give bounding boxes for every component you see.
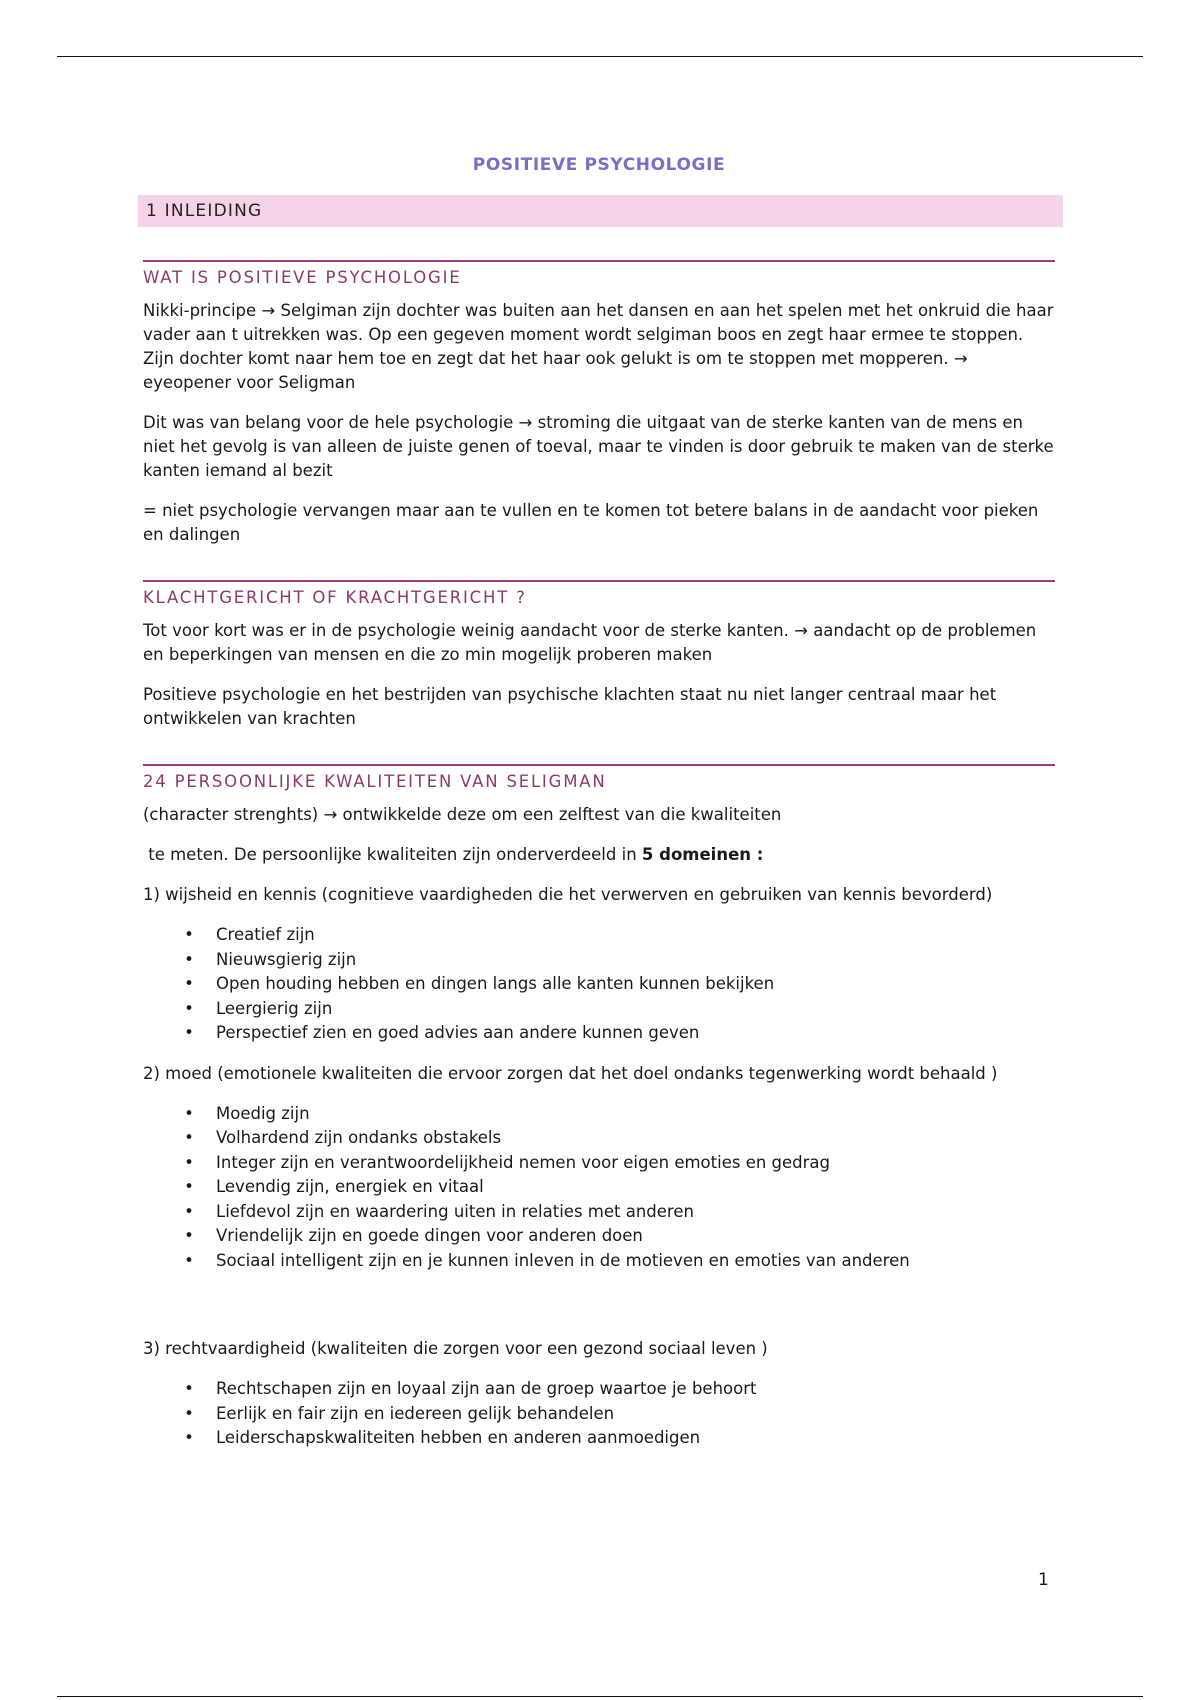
list-item: • Perspectief zien en goed advies aan andere kunnen geven <box>143 1021 1055 1046</box>
domain-label: 2) moed (emotionele kwaliteiten die ervoor zorgen dat het doel ondanks tegenwerking wordt behaald ) <box>143 1063 998 1083</box>
intro-bold-text: 5 domeinen : <box>641 845 764 864</box>
bullet-icon: • <box>184 1250 194 1270</box>
page-footer-rule <box>57 1696 1143 1697</box>
section-klachtgericht-of-krachtgericht <box>143 580 1055 731</box>
intro-text: te meten. De persoonlijke kwaliteiten zijn onderverdeeld in <box>143 845 642 864</box>
list-item: • Open houding hebben en dingen langs alle kanten kunnen bekijken <box>143 972 1055 997</box>
list-item: • Moedig zijn <box>143 1102 1055 1127</box>
bullet-icon: • <box>184 1152 194 1172</box>
list-item: • Liefdevol zijn en waardering uiten in relaties met anderen <box>143 1200 1055 1225</box>
bullet-list <box>143 923 1055 1046</box>
domain-label: 1) wijsheid en kennis (cognitieve vaardigheden die het verwerven en gebruiken van kennis bevorderd) <box>143 885 993 904</box>
bullet-icon: • <box>184 974 194 993</box>
list-item: • Vriendelijk zijn en goede dingen voor anderen doen <box>143 1224 1055 1249</box>
paragraph: Dit was van belang voor de hele psychologie → stroming die uitgaat van de sterke kanten van de mens en niet het gevolg is van alleen de juiste genen of toeval, maar te vinden is door gebruik te maken van de sterke kanten iemand al bezit <box>143 413 1054 480</box>
page-number: 1 <box>1038 1570 1049 1590</box>
list-item: • Nieuwsgierig zijn <box>143 948 1055 973</box>
paragraph: = niet psychologie vervangen maar aan te vullen en te komen tot betere balans in de aandacht voor pieken en dalingen <box>143 501 1039 544</box>
list-item: • Integer zijn en verantwoordelijkheid nemen voor eigen emoties en gedrag <box>143 1151 1055 1176</box>
bullet-icon: • <box>184 1177 194 1196</box>
list-item: • Volhardend zijn ondanks obstakels <box>143 1126 1055 1151</box>
paragraph <box>143 843 1055 867</box>
section-wat-is-positieve-psychologie <box>143 260 1055 547</box>
bullet-icon: • <box>184 998 194 1018</box>
list-item: • Creatief zijn <box>143 923 1055 948</box>
paragraph: Tot voor kort was er in de psychologie weinig aandacht voor de sterke kanten. → aandacht op de problemen en beperkingen van mensen en die zo min mogelijk proberen maken <box>143 621 1037 664</box>
section-24-persoonlijke-kwaliteiten <box>143 764 1055 1451</box>
bullet-list <box>143 1102 1055 1274</box>
document-title: POSITIEVE PSYCHOLOGIE <box>472 155 726 175</box>
paragraph: Positieve psychologie en het bestrijden van psychische klachten staat nu niet langer centraal maar het ontwikkelen van krachten <box>143 685 997 728</box>
bullet-icon: • <box>184 1128 194 1147</box>
bullet-icon: • <box>184 1379 194 1398</box>
bullet-icon: • <box>184 1023 194 1042</box>
list-item: • Levendig zijn, energiek en vitaal <box>143 1175 1055 1200</box>
paragraph: Nikki-principe → Selgiman zijn dochter was buiten aan het dansen en aan het spelen met het onkruid die haar vader aan t uitrekken was. Op een gegeven moment wordt selgiman boos en zegt haar ermee te stoppen. Zijn dochter komt naar hem toe en zegt dat het haar ook gelukt is om te stoppen met mopperen. → eyeopener voor Seligman <box>143 301 1054 392</box>
section-heading: 24 PERSOONLIJKE KWALITEITEN VAN SELIGMAN <box>143 764 1055 792</box>
paragraph: (character strenghts) → ontwikkelde deze om een zelftest van die kwaliteiten <box>143 805 782 824</box>
bullet-list <box>143 1377 1055 1451</box>
list-item: • Leergierig zijn <box>143 997 1055 1022</box>
list-item: • Rechtschapen zijn en loyaal zijn aan de groep waartoe je behoort <box>143 1377 1055 1402</box>
bullet-icon: • <box>184 949 194 969</box>
section-heading: KLACHTGERICHT OF KRACHTGERICHT ? <box>143 580 1055 608</box>
list-item: • Eerlijk en fair zijn en iedereen gelijk behandelen <box>143 1402 1055 1427</box>
bullet-icon: • <box>184 1103 194 1123</box>
section-heading: WAT IS POSITIEVE PSYCHOLOGIE <box>143 260 1055 288</box>
list-item: • Leiderschapskwaliteiten hebben en anderen aanmoedigen <box>143 1426 1055 1451</box>
bullet-icon: • <box>184 1226 194 1245</box>
page-header-rule <box>57 56 1143 57</box>
list-item: • Sociaal intelligent zijn en je kunnen inleven in de motieven en emoties van anderen <box>143 1249 1055 1274</box>
chapter-heading: 1 INLEIDING <box>138 195 1063 227</box>
domain-label: 3) rechtvaardigheid (kwaliteiten die zorgen voor een gezond sociaal leven ) <box>143 1339 768 1358</box>
bullet-icon: • <box>184 1428 194 1447</box>
bullet-icon: • <box>184 925 194 944</box>
bullet-icon: • <box>184 1201 194 1221</box>
document-body <box>143 150 1055 1451</box>
bullet-icon: • <box>184 1403 194 1423</box>
